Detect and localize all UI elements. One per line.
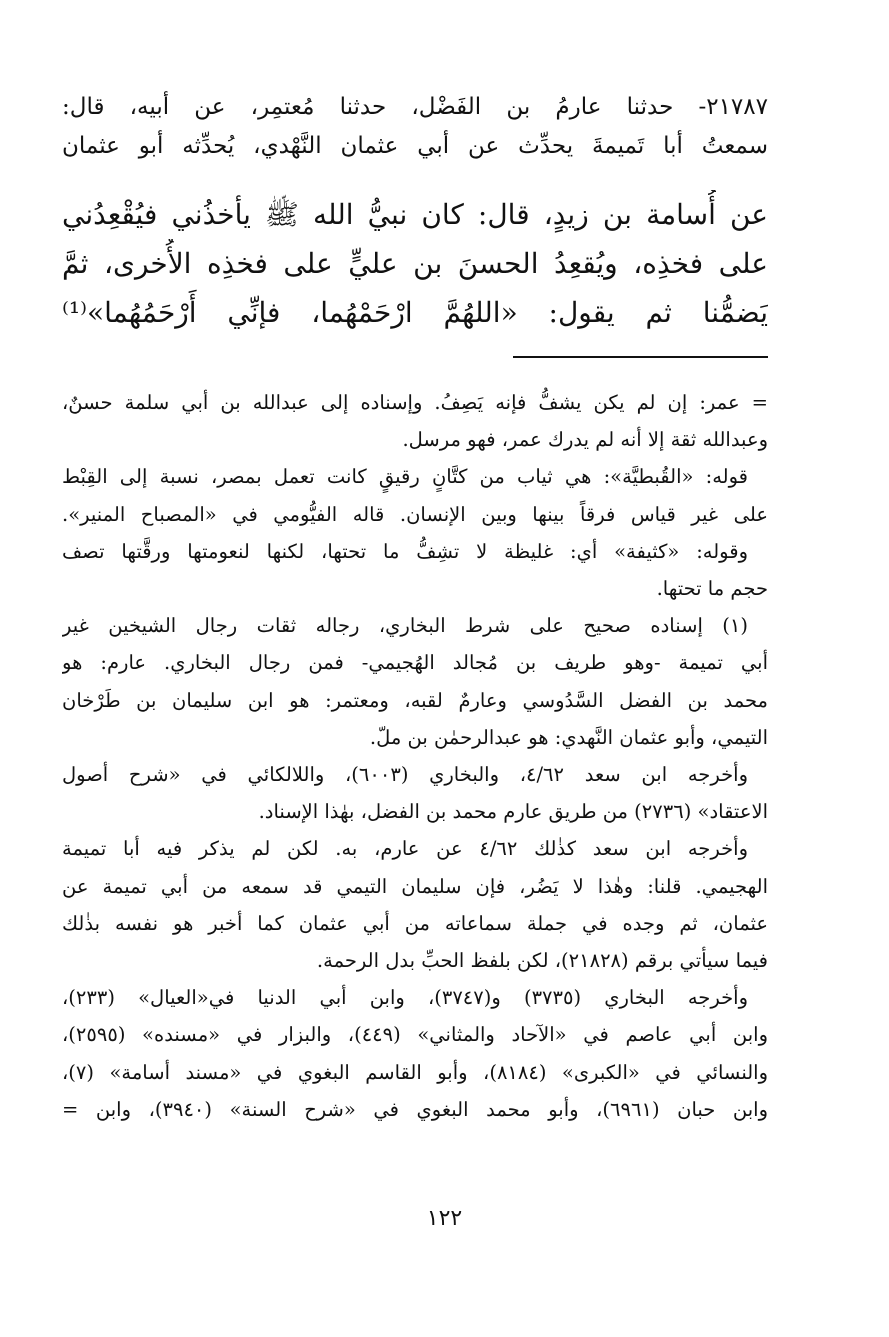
footnote-line: (١) إسناده صحيح على شرط البخاري، رجاله ثقات رجال الشيخين غير [62, 614, 748, 638]
footnote-line: قوله: «القُبطيَّة»: هي ثياب من كتَّانٍ رقيقٍ كانت تعمل بمصر، نسبة إلى القِبْط [62, 465, 748, 489]
footnote-line: والنسائي في «الكبرى» (٨١٨٤)، وأبو القاسم البغوي في «مسند أسامة» (٧)، [62, 1060, 768, 1084]
footnote-line: وعبدالله ثقة إلا أنه لم يدرك عمر، فهو مرسل. [402, 428, 768, 452]
matn-line: على فخذِه، ويُقعِدُ الحسنَ بن عليٍّ على فخذِه الأُخرى، ثمَّ [62, 247, 768, 280]
footnote-line: وقوله: «كثيفة» أي: غليظة لا تشِفُّ ما تحتها، لكنها لنعومتها ورقَّتها تصف [62, 539, 748, 563]
footnote-line: وأخرجه ابن سعد ٤/٦٢، والبخاري (٦٠٠٣)، واللالكائي في «شرح أصول [62, 763, 748, 787]
footnote-line: وابن أبي عاصم في «الآحاد والمثاني» (٤٤٩)، والبزار في «مسنده» (٢٥٩٥)، [62, 1023, 768, 1047]
matn-line: عن أُسامة بن زيدٍ، قال: كان نبيُّ الله ﷺ يأخذُني فيُقْعِدُني [62, 198, 768, 231]
footnote-line: فيما سيأتي برقم (٢١٨٢٨)، لكن بلفظ الحبِّ بدل الرحمة. [316, 949, 768, 973]
page-number: ١٢٢ [426, 1206, 463, 1231]
footnote-separator [513, 356, 768, 358]
isnad-line: ٢١٧٨٧- حدثنا عارمُ بن الفَضْل، حدثنا مُعتمِر، عن أبيه، قال: [62, 94, 768, 120]
hadith-isnad [62, 88, 768, 166]
matn-line: يَضمُّنا ثم يقول: «اللهُمَّ ارْحَمْهُما، فإنِّي أَرْحَمُهُما»⁽¹⁾ [62, 296, 768, 329]
footnotes [62, 384, 768, 1128]
footnote-line: وأخرجه ابن سعد كذٰلك ٤/٦٢ عن عارم، به. لكن لم يذكر فيه أبا تميمة [62, 837, 748, 861]
footnote-line: محمد بن الفضل السَّدُوسي وعارمٌ لقبه، ومعتمر: هو ابن سليمان بن طَرْخان [62, 688, 768, 712]
footnote-line: الهجيمي. قلنا: وهٰذا لا يَضُر، فإن سليمان التيمي قد سمعه من أبي تميمة عن [62, 874, 768, 898]
isnad-line: سمعتُ أبا تَميمةَ يحدِّث عن أبي عثمان النَّهْدي، يُحدِّثه أبو عثمان [62, 133, 768, 159]
footnote-line: على غير قياس فرقاً بينها وبين الإنسان. قاله الفيُّومي في «المصباح المنير». [62, 502, 768, 526]
hadith-matn [62, 190, 768, 337]
footnote-line: أبي تميمة -وهو طريف بن مُجالد الهُجيمي- فمن رجال البخاري. عارم: هو [62, 651, 768, 675]
footnote-line: حجم ما تحتها. [656, 577, 768, 601]
footnote-line: الاعتقاد» (٢٧٣٦) من طريق عارم محمد بن الفضل، بهٰذا الإسناد. [258, 800, 768, 824]
footnote-line: عثمان، ثم وجده في جملة سماعاته من أبي عثمان كما أخبر هو نفسه بذٰلك [62, 911, 768, 935]
footnote-line: وابن حبان (٦٩٦١)، وأبو محمد البغوي في «شرح السنة» (٣٩٤٠)، وابن = [62, 1097, 768, 1121]
footnote-line: وأخرجه البخاري (٣٧٣٥) و(٣٧٤٧)، وابن أبي الدنيا في«العيال» (٢٣٣)، [62, 986, 748, 1010]
footnote-line: = عمر: إن لم يكن يشفُّ فإنه يَصِفُ. وإسناده إلى عبدالله بن أبي سلمة حسنٌ، [62, 391, 768, 414]
footnote-line: التيمي، وأبو عثمان النَّهدي: هو عبدالرحمٰن بن ملّ. [369, 725, 768, 749]
